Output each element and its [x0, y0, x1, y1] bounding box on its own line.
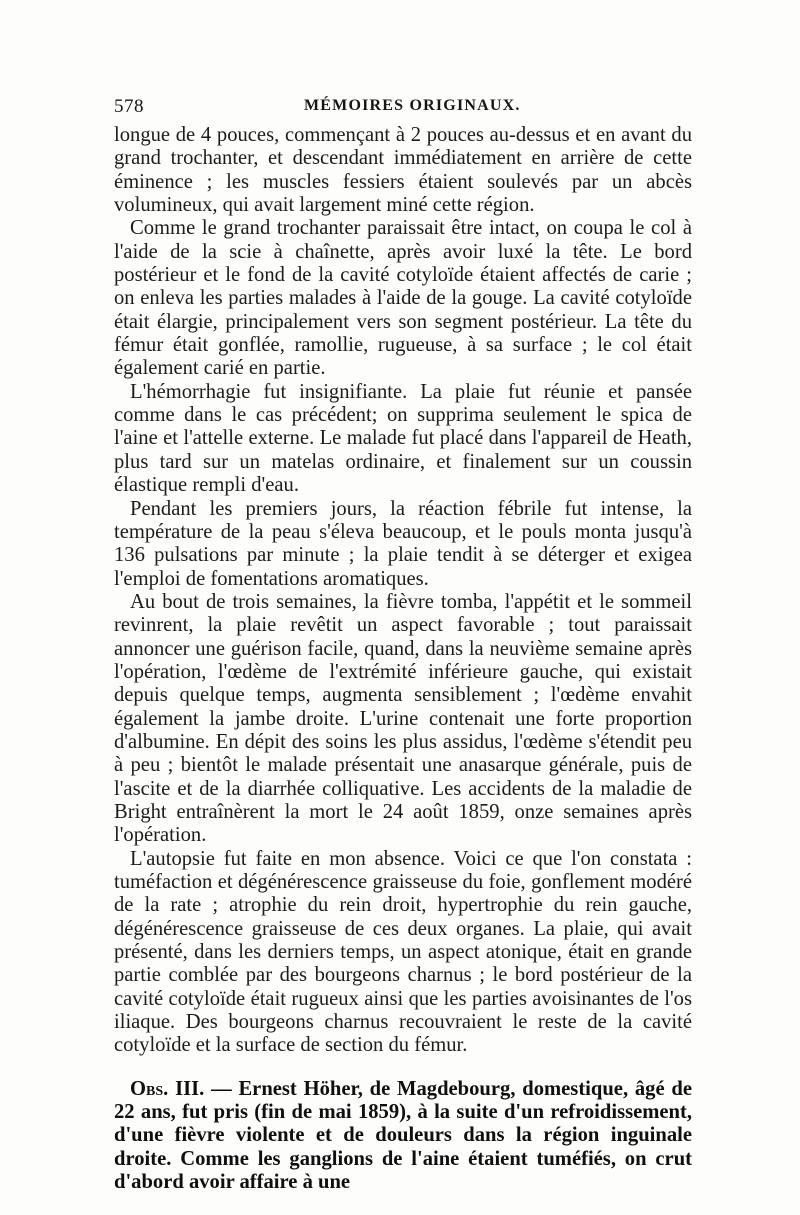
paragraph-observation [114, 1078, 692, 1195]
paragraph-three-weeks: Au bout de trois semaines, la fièvre tomba, l'appétit et le sommeil revinrent, la plaie revêtit un aspect favorable ; tout paraissait annoncer une guérison facile, quand, dans la neuvième semaine après l'opération, l'œdème de l'extrémité inférieure gauche, qui existait depuis quelque temps, augmenta sensiblement ; l'œdème envahit également la jambe droite. L'urine contenait une forte proportion d'albumine. En dépit des soins les plus assidus, l'œdème s'étendit peu à peu ; bientôt le malade présentait une anasarque générale, puis de l'ascite et de la diarrhée colliquative. Les accidents de la maladie de Bright entraînèrent la mort le 24 août 1859, onze semaines après l'opération. [114, 590, 692, 847]
page-number: 578 [114, 96, 144, 117]
body-text [114, 124, 692, 1194]
paragraph-continuation: longue de 4 pouces, commençant à 2 pouces au-dessus et en avant du grand trochanter, et descendant immédiatement en arrière de cette éminence ; les muscles fessiers étaient soulevés par un abcès volumineux, qui avait largement miné cette région. [114, 124, 692, 217]
page-header [114, 96, 692, 120]
paragraph-hemorrhage: L'hémorrhagie fut insignifiante. La plaie fut réunie et pansée comme dans le cas précédent; on supprima seulement le spica de l'aine et l'attelle externe. Le malade fut placé dans l'appareil de Heath, plus tard sur un matelas ordinaire, et finalement sur un coussin élastique rempli d'eau. [114, 380, 692, 497]
paragraph-first-days: Pendant les premiers jours, la réaction fébrile fut intense, la température de la peau s'éleva beaucoup, et le pouls monta jusqu'à 136 pulsations par minute ; la plaie tendit à se déterger et exigea l'emploi de fomentations aromatiques. [114, 497, 692, 590]
observation-label: Obs. III. [130, 1077, 205, 1100]
running-head: MÉMOIRES ORIGINAUX. [304, 97, 521, 114]
paragraph-operation: Comme le grand trochanter paraissait être intact, on coupa le col à l'aide de la scie à chaînette, après avoir luxé la tête. Le bord postérieur et le fond de la cavité cotyloïde étaient affectés de carie ; on enleva les parties malades à l'aide de la gouge. La cavité cotyloïde était élargie, principalement vers son segment postérieur. La tête du fémur était gonflée, ramollie, rugueuse, à sa surface ; le col était également carié en partie. [114, 217, 692, 380]
observation-text: — Ernest Höher, de Magdebourg, domestique, âgé de 22 ans, fut pris (fin de mai 1859), à la suite d'un refroidissement, d'une fièvre violente et de douleurs dans la région inguinale droite. Comme les ganglions de l'aine étaient tuméfiés, on crut d'abord avoir affaire à une [114, 1077, 692, 1194]
paragraph-autopsy: L'autopsie fut faite en mon absence. Voici ce que l'on constata : tuméfaction et dégénérescence graisseuse du foie, gonflement modéré de la rate ; atrophie du rein droit, hypertrophie du rein gauche, dégénérescence graisseuse de ces deux organes. La plaie, qui avait présenté, dans les derniers temps, un aspect atonique, était en grande partie comblée par des bourgeons charnus ; le bord postérieur de la cavité cotyloïde était rugueux ainsi que les parties avoisinantes de l'os iliaque. Des bourgeons charnus recouvraient le reste de la cavité cotyloïde et la surface de section du fémur. [114, 847, 692, 1057]
